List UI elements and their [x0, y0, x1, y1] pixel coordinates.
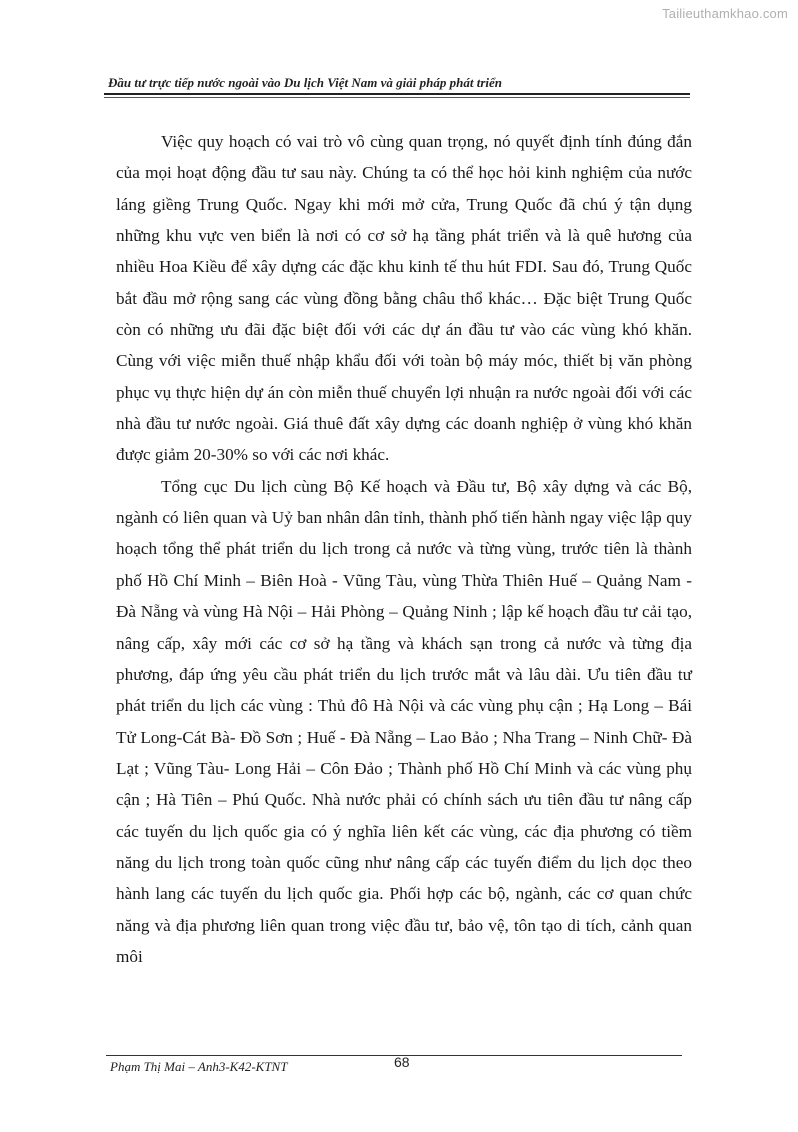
header-divider: [104, 93, 690, 95]
document-body: [116, 126, 692, 972]
page-number: 68: [394, 1054, 410, 1070]
footer-author: Phạm Thị Mai – Anh3-K42-KTNT: [110, 1059, 288, 1074]
header-divider-thin: [104, 97, 690, 98]
watermark-text: Tailieuthamkhao.com: [662, 6, 788, 21]
document-header-title: Đầu tư trực tiếp nước ngoài vào Du lịch Việt Nam và giải pháp phát triển: [108, 75, 503, 90]
paragraph-planning: Việc quy hoạch có vai trò vô cùng quan trọng, nó quyết định tính đúng đắn của mọi hoạt động đầu tư sau này. Chúng ta có thể học hỏi kinh nghiệm của nước láng giềng Trung Quốc. Ngay khi mới mở cửa, Trung Quốc đã chú ý tận dụng những khu vực ven biển là nơi có cơ sở hạ tầng phát triển và là quê hương của nhiều Hoa Kiều để xây dựng các đặc khu kinh tế thu hút FDI. Sau đó, Trung Quốc bắt đầu mở rộng sang các vùng đồng bằng châu thổ khác… Đặc biệt Trung Quốc còn có những ưu đãi đặc biệt đối với các dự án đầu tư vào các vùng khó khăn. Cùng với việc miễn thuế nhập khẩu đối với toàn bộ máy móc, thiết bị văn phòng phục vụ thực hiện dự án còn miễn thuế chuyển lợi nhuận ra nước ngoài đối với các nhà đầu tư nước ngoài. Giá thuê đất xây dựng các doanh nghiệp ở vùng khó khăn được giảm 20-30% so với các nơi khác.: [116, 132, 692, 465]
paragraph-tourism-planning: Tổng cục Du lịch cùng Bộ Kế hoạch và Đầu tư, Bộ xây dựng và các Bộ, ngành có liên quan và Uỷ ban nhân dân tỉnh, thành phố tiến hành ngay việc lập quy hoạch tổng thể phát triển du lịch trong cả nước và từng vùng, trước tiên là thành phố Hồ Chí Minh – Biên Hoà - Vũng Tàu, vùng Thừa Thiên Huế – Quảng Nam - Đà Nẵng và vùng Hà Nội – Hải Phòng – Quảng Ninh ; lập kế hoạch đầu tư cải tạo, nâng cấp, xây mới các cơ sở hạ tầng và khách sạn trong cả nước và từng địa phương, đáp ứng yêu cầu phát triển du lịch trước mắt và lâu dài. Ưu tiên đầu tư phát triển du lịch các vùng : Thủ đô Hà Nội và các vùng phụ cận ; Hạ Long – Bái Tử Long-Cát Bà- Đồ Sơn ; Huế - Đà Nẵng – Lao Bảo ; Nha Trang – Ninh Chữ- Đà Lạt ; Vũng Tàu- Long Hải – Côn Đảo ; Thành phố Hồ Chí Minh và các vùng phụ cận ; Hà Tiên – Phú Quốc. Nhà nước phải có chính sách ưu tiên đầu tư nâng cấp các tuyến du lịch quốc gia có ý nghĩa liên kết các vùng, các địa phương có tiềm năng du lịch trong toàn quốc cũng như nâng cấp các tuyến điểm du lịch dọc theo hành lang các tuyến du lịch quốc gia. Phối hợp các bộ, ngành, các cơ quan chức năng và địa phương liên quan trong việc đầu tư, bảo vệ, tôn tạo di tích, cảnh quan môi: [116, 476, 692, 966]
